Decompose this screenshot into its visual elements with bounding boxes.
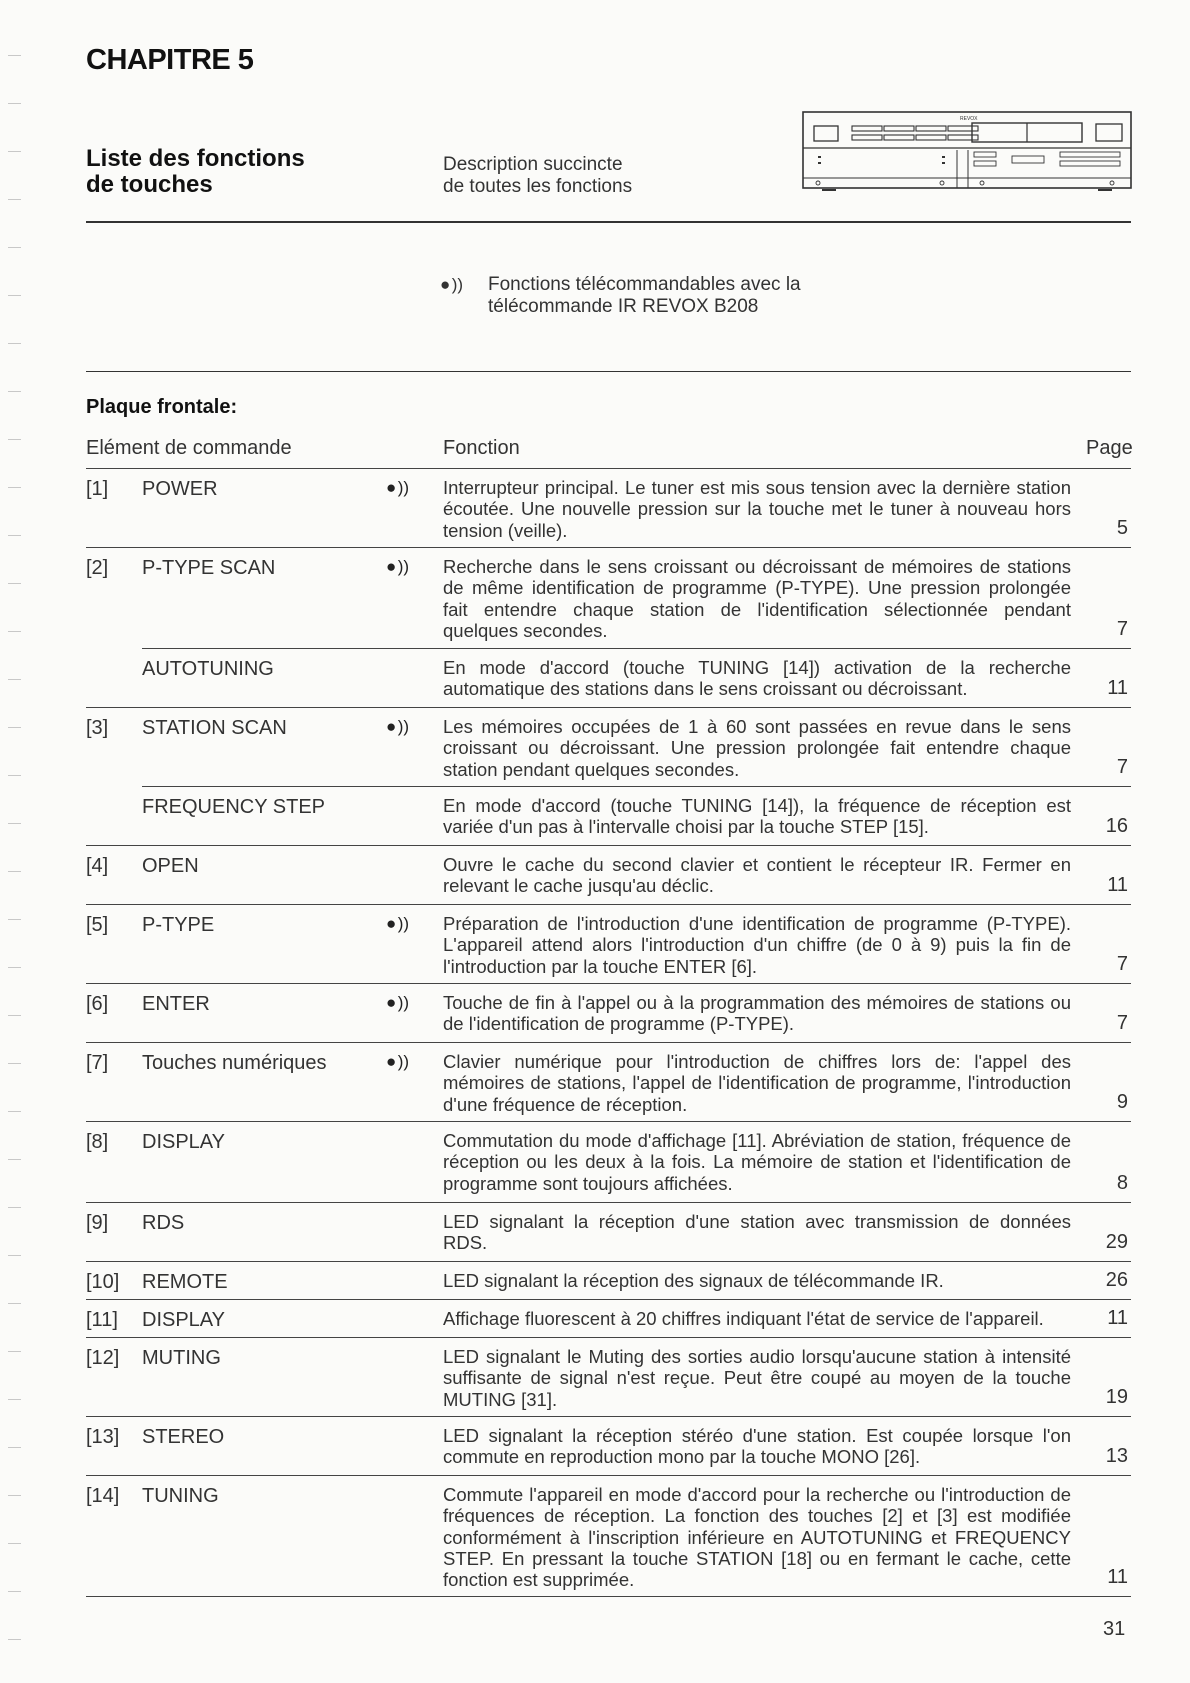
table-row [86,1337,1131,1416]
row-number: [13] [86,1426,120,1448]
remote-note-line1: Fonctions télécommandables avec la [488,274,801,295]
margin-tick [8,295,21,296]
row-page-ref: 26 [1105,1269,1128,1291]
row-number: [3] [86,717,109,739]
function-table [86,468,1131,1597]
column-header-element: Elément de commande [86,437,292,459]
row-control-name: FREQUENCY STEP [142,796,325,818]
margin-tick [8,55,21,56]
row-number: [12] [86,1347,120,1369]
row-number: [9] [86,1212,109,1234]
table-row [86,1416,1131,1475]
remote-control-icon: ● )) [386,478,410,497]
row-number: [8] [86,1131,109,1153]
row-control-name: STEREO [142,1426,225,1448]
row-page-ref: 11 [1107,1307,1128,1329]
margin-tick [8,1015,21,1016]
margin-tick [8,1255,21,1256]
margin-tick [8,391,21,392]
row-control-name: P-TYPE [142,914,215,936]
row-number: [4] [86,855,109,877]
row-control-name: DISPLAY [142,1309,225,1331]
row-function-text: En mode d'accord (touche TUNING [14]) activation de la recherche automatique des stations dans le sens croissant ou décroissant. [443,657,1071,700]
table-row [86,547,1131,648]
table-bottom-rule [86,1596,1131,1597]
row-page-ref: 5 [1116,517,1128,539]
section-description [443,154,632,198]
page-number: 31 [1103,1618,1126,1640]
row-function-text: Commutation du mode d'affichage [11]. Abréviation de station, fréquence de réception ou les deux à la fois. La mémoire de station et l'identification de programme sont toujours affichées. [443,1130,1071,1194]
row-control-name: TUNING [142,1485,219,1507]
tuner-front-panel-illustration [802,110,1132,194]
row-function-text: LED signalant la réception d'une station avec transmission de données RDS. [443,1211,1071,1254]
row-control-name: DISPLAY [142,1131,225,1153]
row-function-text: En mode d'accord (touche TUNING [14]), la fréquence de réception est variée d'un pas à l'intervalle choisi par la touche STEP [15]. [443,795,1071,838]
margin-tick [8,1399,21,1400]
row-page-ref: 11 [1107,1566,1128,1588]
margin-tick [8,919,21,920]
table-row [86,845,1131,904]
table-row [86,983,1131,1042]
chapter-title: CHAPITRE 5 [86,44,254,76]
table-row [86,1202,1131,1261]
margin-tick [8,103,21,104]
section-title-line1: Liste des fonctions [86,145,305,172]
section-title [86,146,305,198]
row-function-text: LED signalant la réception stéréo d'une station. Est coupée lorsque l'on commute en reproduction mono par la touche MONO [26]. [443,1425,1071,1468]
row-number: [10] [86,1271,120,1293]
row-control-name: ENTER [142,993,210,1015]
row-number: [11] [86,1309,118,1331]
row-control-name: P-TYPE SCAN [142,557,276,579]
margin-tick [8,247,21,248]
row-function-text: Commute l'appareil en mode d'accord pour la recherche ou l'introduction de fréquences de réception. La fonction des touches [2] et [3] est modifiée conformément à l'inscription inférieure en AUTOTUNING et FREQUENCY STEP. En pressant la touche STATION [18] ou en fermant le cache, cette fonction est supprimée. [443,1484,1071,1591]
row-page-ref: 11 [1107,677,1128,699]
margin-tick [8,967,21,968]
margin-tick [8,631,21,632]
margin-tick [8,151,21,152]
row-page-ref: 7 [1116,756,1128,778]
remote-control-icon: ● )) [386,993,410,1012]
table-row [86,904,1131,983]
margin-tick [8,1063,21,1064]
margin-tick [8,775,21,776]
row-number: [6] [86,993,109,1015]
margin-tick [8,199,21,200]
margin-tick [8,1639,21,1640]
margin-tick [8,1111,21,1112]
remote-control-icon: ● )) [386,557,410,576]
row-function-text: Recherche dans le sens croissant ou décroissant de mémoires de stations de même identification de programme (P-TYPE). Une pression prolongée fait entendre chaque station de l'identification sélectionnée pendant quelques secondes. [443,556,1071,641]
margin-tick [8,1303,21,1304]
row-function-text: LED signalant le Muting des sorties audio lorsqu'aucune station à intensité suffisante de signal n'est reçue. Peut être coupé au moyen de la touche MUTING [31]. [443,1346,1071,1410]
table-row [86,707,1131,786]
row-control-name: OPEN [142,855,199,877]
row-control-name: AUTOTUNING [142,658,274,680]
row-function-text: Préparation de l'introduction d'une identification de programme (P-TYPE). L'appareil attend alors l'introduction d'un chiffre (de 0 à 9) puis la fin de l'introduction par la touche ENTER [6]. [443,913,1071,977]
row-control-name: MUTING [142,1347,221,1369]
table-row [86,468,1131,547]
row-page-ref: 8 [1116,1172,1128,1194]
remote-note [440,274,801,318]
margin-tick [8,1447,21,1448]
row-page-ref: 11 [1107,874,1128,896]
margin-tick [8,1495,21,1496]
note-divider [86,371,1131,372]
margin-tick [8,343,21,344]
margin-tick [8,727,21,728]
row-function-text: Les mémoires occupées de 1 à 60 sont passées en revue dans le sens croissant ou décroissant. Une pression prolongée fait entendre chaque station pendant quelques secondes. [443,716,1071,780]
margin-tick [8,1591,21,1592]
remote-note-line2: télécommande IR REVOX B208 [488,296,759,317]
margin-tick [8,823,21,824]
margin-tick [8,1159,21,1160]
row-control-name: POWER [142,478,218,500]
margin-tick [8,487,21,488]
column-header-page: Page [1086,437,1133,459]
table-row [142,648,1131,707]
row-page-ref: 7 [1116,618,1128,640]
margin-tick [8,583,21,584]
description-line2: de toutes les fonctions [443,176,633,197]
row-page-ref: 13 [1105,1445,1128,1467]
row-number: [5] [86,914,109,936]
row-function-text: Affichage fluorescent à 20 chiffres indiquant l'état de service de l'appareil. [443,1308,1044,1329]
row-number: [2] [86,557,109,579]
row-number: [7] [86,1052,109,1074]
remote-control-icon: ● )) [386,914,410,933]
front-panel-heading: Plaque frontale: [86,396,238,418]
row-function-text: Touche de fin à l'appel ou à la programmation des mémoires de stations ou de l'identification de programme (P-TYPE). [443,992,1071,1035]
margin-tick [8,871,21,872]
row-control-name: STATION SCAN [142,717,287,739]
margin-tick [8,679,21,680]
row-page-ref: 16 [1105,815,1128,837]
table-row [86,1299,1131,1337]
row-number: [1] [86,478,109,500]
row-control-name: RDS [142,1212,185,1234]
row-page-ref: 9 [1116,1091,1128,1113]
header-divider [86,221,1131,223]
remote-control-icon: ● )) [386,1052,410,1071]
table-row [142,786,1131,845]
row-control-name: Touches numériques [142,1052,327,1074]
device-brand-logo: REVOX [960,116,978,122]
margin-tick [8,1207,21,1208]
remote-control-icon: ● )) [440,275,464,294]
row-function-text: Ouvre le cache du second clavier et contient le récepteur IR. Fermer en relevant le cache jusqu'au déclic. [443,854,1071,897]
row-number: [14] [86,1485,120,1507]
margin-tick [8,1351,21,1352]
row-page-ref: 19 [1105,1386,1128,1408]
margin-tick [8,535,21,536]
row-page-ref: 29 [1105,1231,1128,1253]
table-row [86,1042,1131,1121]
row-function-text: Clavier numérique pour l'introduction de chiffres lors de: l'appel des mémoires de stations, l'appel de l'identification de programme, l'introduction d'une fréquence de réception. [443,1051,1071,1115]
row-page-ref: 7 [1116,953,1128,975]
row-page-ref: 7 [1116,1012,1128,1034]
margin-tick [8,439,21,440]
row-control-name: REMOTE [142,1271,228,1293]
table-row [86,1475,1131,1596]
table-row [86,1121,1131,1202]
description-line1: Description succincte [443,154,623,175]
table-row [86,1261,1131,1299]
row-function-text: Interrupteur principal. Le tuner est mis sous tension avec la dernière station écoutée. Une nouvelle pression sur la touche met le tuner à nouveau hors tension (veille). [443,477,1071,541]
row-function-text: LED signalant la réception des signaux de télécommande IR. [443,1270,944,1291]
remote-control-icon: ● )) [386,717,410,736]
margin-tick [8,1543,21,1544]
column-header-function: Fonction [443,437,520,459]
section-title-line2: de touches [86,171,213,198]
